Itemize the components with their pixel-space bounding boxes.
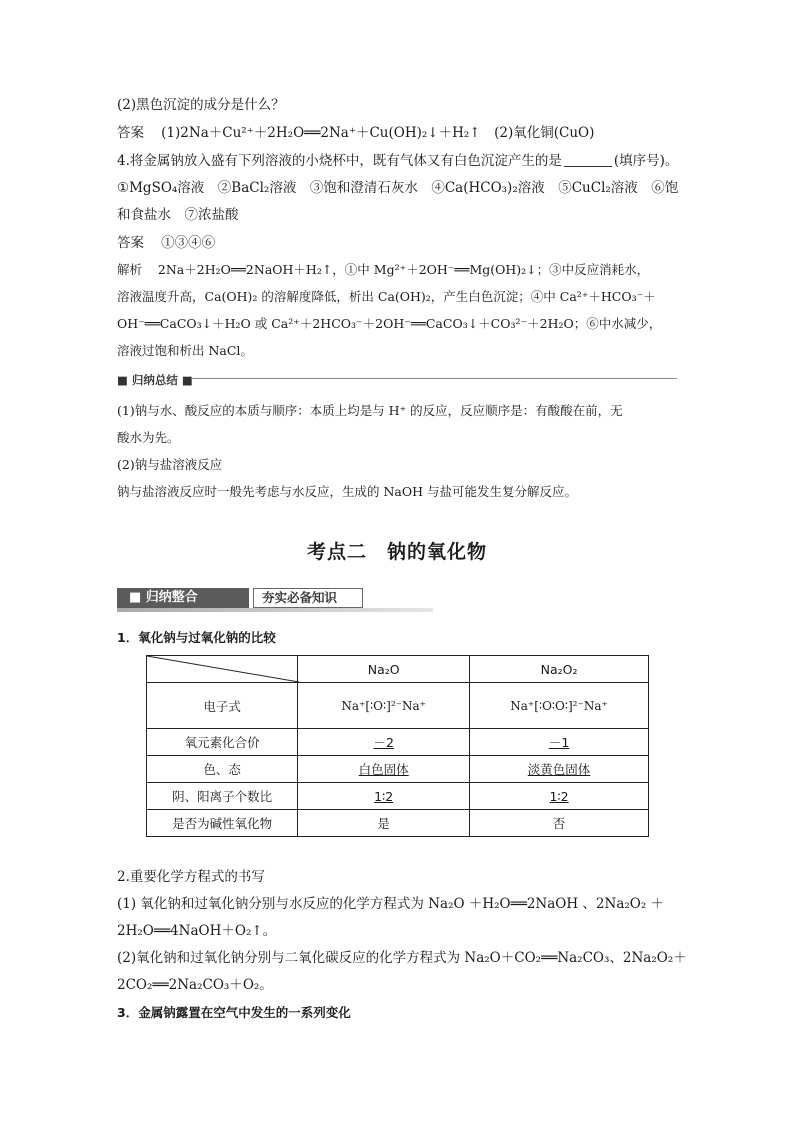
- equations-heading: 2.重要化学方程式的书写: [117, 869, 265, 885]
- question-2: (2)黑色沉淀的成分是什么？: [117, 97, 285, 113]
- analysis-line-3: OH⁻══CaCO₃↓＋H₂O 或 Ca²⁺＋2HCO₃⁻＋2OH⁻══CaCO₃↓＋CO₃²⁻＋2H₂O；⑥中水减少，: [117, 316, 662, 331]
- question-4-stem-a: 4.将金属钠放入盛有下列溶液的小烧杯中，既有气体又有白色沉淀产生的是: [117, 153, 562, 169]
- answer-blank: [564, 154, 612, 167]
- diagonal-line-icon: [147, 656, 299, 682]
- summary-line-4: 钠与盐溶液反应时一般先考虑与水反应，生成的 NaOH 与盐可能发生复分解反应。: [117, 484, 577, 499]
- electron-formula-na2o: [298, 683, 470, 729]
- electron-formula-na2o2: [470, 683, 649, 729]
- electron-formula-text: Na⁺[∶O∶O∶]²⁻Na⁺: [510, 699, 608, 713]
- cell-value: [298, 729, 470, 756]
- banner-light-label: 夯实必备知识: [253, 588, 363, 608]
- diagonal-cell: [147, 656, 297, 682]
- answer-text: ①③④⑥: [161, 235, 216, 251]
- underlined-answer: 白色固体: [358, 762, 409, 777]
- question-4-options-2: 和食盐水 ⑦浓盐酸: [117, 207, 239, 223]
- summary-header: [117, 372, 677, 386]
- analysis-line-1: [117, 261, 679, 279]
- banner-dark-label: ■ 归纳整合: [117, 588, 249, 608]
- analysis-text-1: 2Na＋2H₂O══2NaOH＋H₂↑，①中 Mg²⁺＋2OH⁻══Mg(OH)₂↓；③中反应消耗水，: [157, 262, 650, 277]
- summary-tag: ■ 归纳总结 ■: [117, 372, 197, 388]
- equation-line-1: (1) 氧化钠和过氧化钠分别与水反应的化学方程式为 Na₂O ＋H₂O══2NaOH 、2Na₂O₂ ＋: [117, 896, 665, 912]
- table-row: [147, 729, 649, 756]
- answer-label: 答案: [117, 235, 144, 251]
- summary-line-2: 酸水为先。: [117, 430, 180, 445]
- cell-value: 否: [470, 810, 649, 837]
- analysis-label: 解析: [117, 262, 143, 277]
- underlined-answer: 1∶2: [549, 788, 569, 804]
- underlined-answer: －2: [373, 735, 394, 750]
- cell-value: [470, 783, 649, 810]
- header-na2o2: Na₂O₂: [470, 656, 649, 683]
- row-label: 是否为碱性氧化物: [147, 810, 298, 837]
- answer-label: 答案: [117, 125, 144, 141]
- table-row: [147, 756, 649, 783]
- summary-rule: [191, 378, 677, 379]
- equation-line-4: 2CO₂══2Na₂CO₃＋O₂。: [117, 977, 273, 993]
- row-label: 氧元素化合价: [147, 729, 298, 756]
- equation-line-2: 2H₂O══4NaOH＋O₂↑。: [117, 923, 277, 939]
- equation-line-3: (2)氧化钠和过氧化钠分别与二氧化碳反应的化学方程式为 Na₂O＋CO₂══Na₂CO₃、2Na₂O₂＋: [117, 950, 687, 966]
- table-header-row: [147, 656, 649, 683]
- electron-formula-text: Na⁺[∶O∶]²⁻Na⁺: [341, 699, 426, 713]
- summary-line-3: (2)钠与盐溶液反应: [117, 457, 223, 472]
- table-row: [147, 683, 649, 729]
- summary-line-1: (1)钠与水、酸反应的本质与顺序：本质上均是与 H⁺ 的反应，反应顺序是：有酸酸在前，无: [117, 403, 623, 418]
- table-row: [147, 810, 649, 837]
- underlined-answer: －1: [548, 735, 570, 750]
- question-4-options-1: ①MgSO₄溶液 ②BaCl₂溶液 ③饱和澄清石灰水 ④Ca(HCO₃)₂溶液 ⑤CuCl₂溶液 ⑥饱: [117, 180, 679, 196]
- row-label: 电子式: [147, 683, 298, 729]
- cell-value: 是: [298, 810, 470, 837]
- banner-fade: [117, 608, 433, 612]
- analysis-line-2: 溶液温度升高，Ca(OH)₂ 的溶解度降低，析出 Ca(OH)₂，产生白色沉淀；④中 Ca²⁺＋HCO₃⁻＋: [117, 289, 656, 304]
- underlined-answer: 淡黄色固体: [527, 762, 591, 777]
- cell-value: [298, 783, 470, 810]
- knowledge-banner: [117, 588, 433, 612]
- table-row: [147, 783, 649, 810]
- answer-4: [117, 234, 679, 252]
- answer-text: (1)2Na＋Cu²⁺＋2H₂O══2Na⁺＋Cu(OH)₂↓＋H₂↑ (2)氧化铜(CuO): [161, 125, 595, 141]
- cell-value: [470, 729, 649, 756]
- compare-heading: 1．氧化钠与过氧化钠的比较: [117, 630, 276, 645]
- item-3-heading: 3．金属钠露置在空气中发生的一系列变化: [117, 1005, 351, 1020]
- comparison-table: [146, 655, 649, 837]
- answer-2: [117, 124, 679, 142]
- row-label: 阴、阳离子个数比: [147, 783, 298, 810]
- cell-value: [298, 756, 470, 783]
- analysis-line-4: 溶液过饱和析出 NaCl。: [117, 343, 253, 358]
- question-4-stem-b: (填序号)。: [613, 153, 679, 169]
- cell-value: [470, 756, 649, 783]
- question-4-stem: [117, 152, 679, 170]
- section-title: 考点二 钠的氧化物: [306, 541, 487, 563]
- underlined-answer: 1∶2: [374, 788, 394, 804]
- header-na2o: Na₂O: [298, 656, 470, 683]
- row-label: 色、态: [147, 756, 298, 783]
- table-corner-cell: [147, 656, 298, 683]
